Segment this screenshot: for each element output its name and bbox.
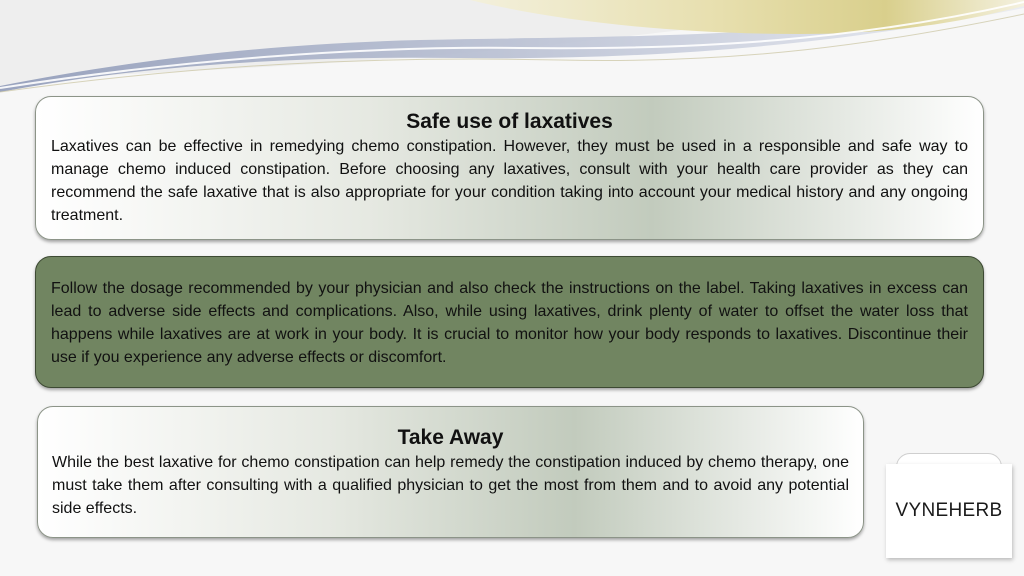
take-away-panel bbox=[37, 406, 864, 538]
vyneherb-logo bbox=[886, 464, 1012, 558]
take-away-body: While the best laxative for chemo constipation can help remedy the constipation induced by chemo therapy, one must take them after consulting with a qualified physician to get the most from them and to avoid any potential side effects. bbox=[52, 454, 849, 517]
logo-text: VYNEHERB bbox=[895, 500, 1003, 521]
take-away-title: Take Away bbox=[397, 426, 504, 449]
dosage-panel bbox=[35, 256, 984, 388]
dosage-body: Follow the dosage recommended by your physician and also check the instructions on the label. Taking laxatives in excess can lead to adverse side effects and complications. Also, while using laxatives, drink plenty of water to offset the water loss that happens while laxatives are at work in your body. It is crucial to monitor how your body responds to laxatives. Discontinue their use if you experience any adverse effects or discomfort. bbox=[51, 280, 968, 366]
safe-use-title: Safe use of laxatives bbox=[406, 110, 613, 133]
safe-use-panel bbox=[35, 96, 984, 240]
safe-use-body: Laxatives can be effective in remedying chemo constipation. However, they must be used in a responsible and safe way to manage chemo induced constipation. Before choosing any laxatives, consult with your health care provider as they can recommend the safe laxative that is also appropriate for your condition taking into account your medical history and any ongoing treatment. bbox=[51, 138, 968, 224]
